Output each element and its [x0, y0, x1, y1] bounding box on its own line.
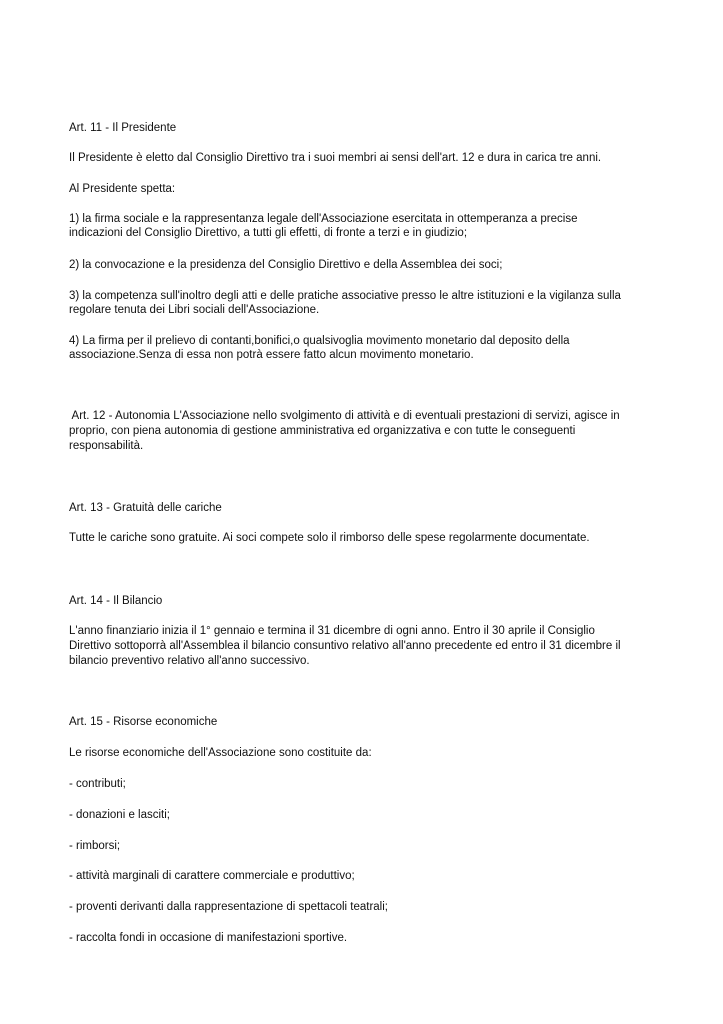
art15-heading: Art. 15 - Risorse economiche: [69, 716, 218, 728]
art11-paragraph-1: Il Presidente è eletto dal Consiglio Direttivo tra i suoi membri ai sensi dell'art. 12 e dura in carica tre anni.: [69, 152, 602, 164]
art12-line3: responsabilità.: [69, 440, 144, 452]
art11-item4-line1: 4) La firma per il prelievo di contanti,bonifici,o qualsivoglia movimento monetario dal deposito della: [69, 335, 570, 347]
art11-item3-line1: 3) la competenza sull'inoltro degli atti e delle pratiche associative presso le altre istituzioni e la vigilanza sulla: [69, 290, 621, 302]
art11-item4-line2: associazione.Senza di essa non potrà essere fatto alcun movimento monetario.: [69, 349, 474, 361]
art14-line2: Direttivo sottoporrà all'Assemblea il bilancio consuntivo relativo all'anno precedente ed entro il 31 dicembre il: [69, 640, 621, 652]
art11-item2: 2) la convocazione e la presidenza del Consiglio Direttivo e della Assemblea dei soci;: [69, 259, 503, 271]
art14-line3: bilancio preventivo relativo all'anno successivo.: [69, 655, 310, 667]
art14-heading: Art. 14 - Il Bilancio: [69, 595, 163, 607]
art15-list-item: - attività marginali di carattere commerciale e produttivo;: [69, 870, 355, 882]
art15-intro: Le risorse economiche dell'Associazione sono costituite da:: [69, 747, 372, 759]
art13-heading: Art. 13 - Gratuità delle cariche: [69, 502, 222, 514]
art15-list-item: - contributi;: [69, 778, 126, 790]
art11-item3-line2: regolare tenuta dei Libri sociali dell'Associazione.: [69, 304, 320, 316]
art14-line1: L'anno finanziario inizia il 1° gennaio e termina il 31 dicembre di ogni anno. Entro il 30 aprile il Consiglio: [69, 625, 595, 637]
art11-item1-line1: 1) la firma sociale e la rappresentanza legale dell'Associazione esercitata in ottemperanza a precise: [69, 213, 578, 225]
art15-list-item: - proventi derivanti dalla rappresentazione di spettacoli teatrali;: [69, 901, 388, 913]
art12-line1: Art. 12 - Autonomia L'Associazione nello svolgimento di attività e di eventuali prestazioni di servizi, agisce in: [69, 410, 620, 422]
art11-paragraph-2: Al Presidente spetta:: [69, 183, 176, 195]
art11-heading: Art. 11 - Il Presidente: [69, 122, 177, 134]
art15-list-item: - rimborsi;: [69, 840, 121, 852]
art15-list-item: - raccolta fondi in occasione di manifestazioni sportive.: [69, 932, 348, 944]
art12-line2: proprio, con piena autonomia di gestione amministrativa ed organizzativa e con tutte le conseguenti: [69, 425, 576, 437]
art11-item1-line2: indicazioni del Consiglio Direttivo, a tutti gli effetti, di fronte a terzi e in giudizio;: [69, 227, 468, 239]
art13-paragraph-1: Tutte le cariche sono gratuite. Ai soci compete solo il rimborso delle spese regolarmente documentate.: [69, 532, 590, 544]
art15-list-item: - donazioni e lasciti;: [69, 809, 170, 821]
